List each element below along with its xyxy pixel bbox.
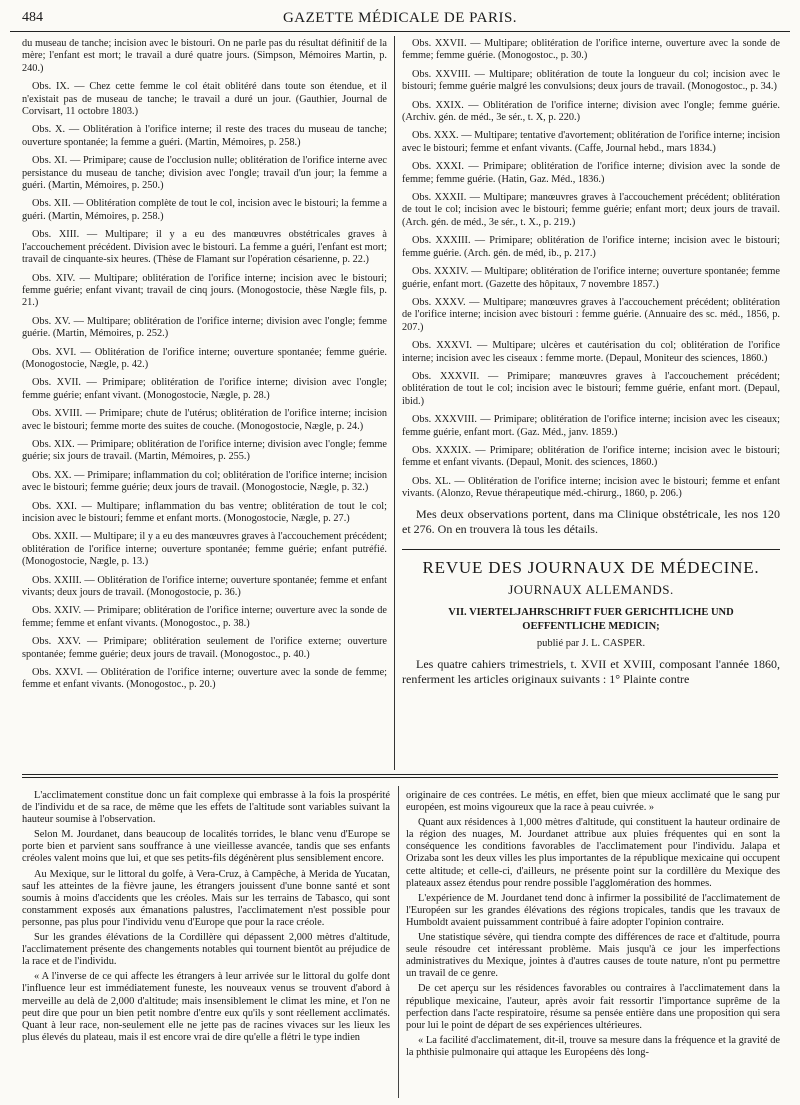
revue-title: REVUE DES JOURNAUX DE MÉDECINE. — [422, 557, 760, 577]
column-divider — [394, 36, 395, 770]
observation-paragraph: Obs. XII. — Oblitération complète de tout le col, incision avec le bistouri; la femme a guéri. (Martin, Mémoires, p. 258.) — [22, 198, 387, 222]
text-paragraph: Une statistique sévère, qui tiendra compte des différences de race et d'altitude, pourra seule résoudre cet intéressant problème. Mais jusqu'à ce jour les imperfections administratives du Mexique, jointes à d'autres causes de toute nature, n'ont pu permettre un travail de ce genre. — [406, 932, 780, 980]
observation-paragraph: Obs. XXXVII. — Primipare; manœuvres graves à l'accouchement précédent; oblitération de tout le col; incision avec le bistouri; femme guérie, enfant mort. (Depaul, ibid.) — [402, 370, 780, 407]
journal-title: GAZETTE MÉDICALE DE PARIS. — [282, 10, 518, 26]
observation-paragraph: Obs. XXVI. — Oblitération de l'orifice interne; ouverture avec la sonde de femme; femme et enfant vivants. (Monogostoc., p. 20.) — [22, 667, 387, 691]
feuilleton-divider — [22, 774, 778, 778]
observation-paragraph: Obs. XX. — Primipare; inflammation du col; oblitération de l'orifice interne; incision avec le bistouri; femme guérie; deux jours de travail. (Monogostocie, Nægle, p. 32.) — [22, 469, 387, 494]
observation-paragraph: Obs. XXXV. — Multipare; manœuvres graves à l'accouchement précédent; oblitération de l'orifice interne; incision avec bistouri : femme guérie. (Annuaire des sc. méd., 1856, p. 207.) — [402, 296, 780, 333]
observation-paragraph: Obs. XXXIX. — Primipare; oblitération de l'orifice interne; incision avec le bistouri; femme et enfant vivants. (Depaul, Monit. des sciences, 1860.) — [402, 444, 780, 469]
observation-paragraph: Obs. XI. — Primipare; cause de l'occlusion nulle; oblitération de l'orifice interne avec persistance du museau de tanche; division avec l'ongle; travail d'un jour; la femme a guéri. (Martin, Mémoires, p. 250.) — [22, 155, 387, 192]
text-paragraph: L'expérience de M. Jourdanet tend donc à infirmer la possibilité de l'acclimatement de l'Européen sur les grandes élévations des régions tropicales, tandis que les travaux de Humboldt avaient puissamment contribué à faire adopter l'opinion contraire. — [406, 892, 780, 928]
page-number: 484 — [22, 10, 43, 25]
observation-paragraph: Obs. XXXIV. — Multipare; oblitération de l'orifice interne; ouverture spontanée; femme guérie, enfant mort. (Gazette des hôpitaux, 7 novembre 1857.) — [402, 266, 780, 290]
revue-text: Les quatre cahiers trimestriels, t. XVII et XVIII, composant l'année 1860, renferment les articles originaux suivants : 1° Plainte contre — [402, 656, 780, 686]
text-paragraph: Quant aux résidences à 1,000 mètres d'altitude, qui constituent la hauteur ordinaire de la région des nuages, M. Jourdanet attribue aux pluies fréquentes qui en sont la conséquence les conditions favorables de l'acclimatement pour l'individu. Jalapa et Orizaba sont les deux villes les plus importantes de la république mexicaine qui occupent cette altitude; et celle-ci, d'ailleurs, ne présente point sur la cordillère du Mexique des plateaux assez étendus pour rendre possible l'agglomération des hommes. — [406, 817, 780, 889]
observation-paragraph: Obs. XXVII. — Multipare; oblitération de l'orifice interne, ouverture avec la sonde de femme; femme guérie. (Monogostoc., p. 30.) — [402, 38, 780, 62]
bottom-left-column — [22, 790, 390, 1047]
observation-paragraph: Obs. XXXII. — Multipare; manœuvres graves à l'accouchement précédent; oblitération de tout le col; incision avec le bistouri; femme guérie; enfant mort; deux jours de travail. (Arch. gén. de méd., 3e sér., t. X., p. 219.) — [402, 192, 780, 228]
text-paragraph: « La facilité d'acclimatement, dit-il, trouve sa mesure dans la fréquence et la gravité de la phthisie pulmonaire qui attaque les Européens dès long- — [406, 1034, 780, 1058]
observation-paragraph: Obs. XV. — Multipare; oblitération de l'orifice interne; division avec l'ongle; femme guérie. (Martin, Mémoires, p. 252.) — [22, 315, 387, 340]
revue-editor: publié par J. L. CASPER. — [536, 638, 646, 650]
observation-paragraph: Obs. XXXVI. — Multipare; ulcères et cautérisation du col; oblitération de l'orifice interne; incision avec les ciseaux : femme morte. (Depaul, Moniteur des sciences, 1860.) — [402, 340, 780, 364]
right-observations — [402, 38, 780, 501]
observation-paragraph: Obs. XXXVIII. — Primipare; oblitération de l'orifice interne; incision avec les ciseaux; femme guérie, enfant mort. (Gaz. Méd., janv. 1859.) — [402, 414, 780, 438]
observation-paragraph: Obs. XXV. — Primipare; oblitération seulement de l'orifice externe; ouverture spontanée; femme guérie; deux jours de travail. (Monogostoc., p. 40.) — [22, 636, 387, 660]
section-divider — [402, 549, 780, 550]
observation-paragraph: Obs. XXX. — Multipare; tentative d'avortement; oblitération de l'orifice interne; incision avec le bistouri; femme et enfant vivants. (Caffe, Journal hebd., mars 1834.) — [402, 130, 781, 154]
text-paragraph: De cet aperçu sur les résidences favorables ou contraires à l'acclimatement dans la république mexicaine, l'auteur, après avoir fait ressortir l'importance suprême de la perfection dans l'acte respiratoire, résume sa pensée entière dans une proposition qui sera pour lui le point de départ de ses expériences ultérieures. — [406, 983, 780, 1031]
observation-paragraph: Obs. XVI. — Oblitération de l'orifice interne; ouverture spontanée; femme guérie. (Monogostocie, Nægle, p. 42.) — [22, 346, 387, 370]
observation-paragraph: Obs. XVIII. — Primipare; chute de l'utérus; oblitération de l'orifice interne; incision avec le bistouri; femme morte des suites de couche. (Monogostocie, Nægle, p. 24.) — [22, 408, 387, 432]
revue-section-heading-line2: OEFFENTLICHE MEDICIN; — [522, 621, 660, 633]
observation-paragraph: Obs. XL. — Oblitération de l'orifice interne; incision avec le bistouri; femme et enfant vivants. (Alonzo, Revue thérapeutique méd.-chirurg., 1860, p. 206.) — [402, 475, 780, 500]
observation-paragraph: Obs. IX. — Chez cette femme le col était oblitéré dans toute son étendue, et il n'existait pas de museau de tanche; le travail a duré un jour. (Gauthier, Journal de Corvisart, 11 octobre 1803.) — [22, 81, 387, 118]
observation-paragraph: Obs. XVII. — Primipare; oblitération de l'orifice interne; division avec l'ongle; femme guérie; enfant vivant. (Monogostocie, Nægle, p. 28.) — [22, 377, 387, 401]
observation-paragraph: Obs. X. — Oblitération à l'orifice interne; il reste des traces du museau de tanche; ouverture spontanée; la femme a guéri. (Martin, Mémoires, p. 258.) — [22, 124, 387, 148]
observation-paragraph: Obs. XXVIII. — Multipare; oblitération de toute la longueur du col; incision avec le bistouri; femme guérie malgré les convulsions; deux jours de travail. (Monogostoc., p. 34.) — [402, 68, 780, 93]
revue-subtitle: JOURNAUX ALLEMANDS. — [508, 582, 674, 597]
observation-paragraph: Obs. XIII. — Multipare; il y a eu des manœuvres obstétricales graves à l'accouchement précédent. Division avec le bistouri. La femme a guéri, l'enfant est mort; travail de cinquante-six heures. (Thèse de Flamant sur l'opération césarienne, p. 22.) — [22, 229, 387, 266]
text-paragraph: Selon M. Jourdanet, dans beaucoup de localités torrides, le blanc venu d'Europe se porte bien et parvient sans souffrance à une vieillesse avancée, tandis que ses enfants créoles valent moins que lui, et que ses petits-fils dégénèrent plus sensiblement encore. — [22, 829, 390, 865]
text-paragraph: Sur les grandes élévations de la Cordillère qui dépassent 2,000 mètres d'altitude, l'acclimatement présente des changements notables qui tournent bientôt au préjudice de la race et de l'individu. — [22, 932, 390, 968]
text-paragraph: Au Mexique, sur le littoral du golfe, à Vera-Cruz, à Campêche, à Merida de Yucatan, sauf les atteintes de la fièvre jaune, les étrangers jouissent d'une bonne santé et sont soumis à moins d'accidents que les créoles. Mais sur les terrains de Tabasco, qui sont constamment exposés aux émanations palustres, l'acclimatement n'est possible pour personne, pas plus pour l'individu venu d'Europe que pour la race créole. — [22, 868, 390, 928]
bottom-column-divider — [398, 786, 399, 1098]
observation-paragraph: Obs. XXXI. — Primipare; oblitération de l'orifice interne; division avec la sonde de femme; femme guérie. (Hatin, Gaz. Méd., 1836.) — [402, 161, 780, 185]
text-paragraph: originaire de ces contrées. Le métis, en effet, bien que mieux acclimaté que le sang pur européen, est moins vigoureux que la race à peau cuivrée. » — [406, 790, 780, 814]
text-paragraph: L'acclimatement constitue donc un fait complexe qui embrasse à la fois la prospérité de l'individu et de sa race, de même que les effets de l'altitude sont variables suivant la hauteur soumise à l'observation. — [22, 790, 390, 826]
observation-paragraph: Obs. XIX. — Primipare; oblitération de l'orifice interne; division avec l'ongle; femme guérie; six jours de travail. (Martin, Mémoires, p. 255.) — [22, 438, 387, 463]
observation-paragraph: Obs. XXXIII. — Primipare; oblitération de l'orifice interne; incision avec le bistouri; femme guérie. (Arch. gén. de méd, ib., p. 217.) — [402, 235, 780, 259]
observation-paragraph: Obs. XIV. — Multipare; oblitération de l'orifice interne; incision avec le bistouri; femme guérie; enfant vivant; travail de cinq jours. (Monogostocie, thèse Nægle fils, p. 21.) — [22, 272, 387, 309]
left-column — [22, 38, 387, 698]
right-column — [402, 38, 780, 687]
observation-paragraph: Obs. XXIII. — Oblitération de l'orifice interne; ouverture spontanée; femme et enfant vivants; deux jours de travail. (Monogostocie, p. 36.) — [22, 574, 387, 599]
text-paragraph: « A l'inverse de ce qui affecte les étrangers à leur arrivée sur le littoral du golfe dont l'influence leur est immédiatement funeste, les nouveaux venus se trouvent d'abord à merveille au delà de 2,000 d'altitude; mais insensiblement le climat les mine, et l'on ne peut dire que pour un bien petit nombre d'entre eux qu'ils y sont réellement acclimatés. Quant à leur race, non-seulement elle ne jette pas de racines vivaces sur les lieux les plus élevés du plateau, mais il est encore vrai de dire qu'elle a flétri le type indien — [22, 971, 390, 1043]
bottom-right-column — [406, 790, 780, 1062]
revue-section-heading-line1: VII. VIERTELJAHRSCHRIFT FUER GERICHTLICHE UND — [448, 607, 734, 619]
conclusion-paragraph: Mes deux observations portent, dans ma Clinique obstétricale, les nos 120 et 276. On en trouvera là tous les détails. — [402, 506, 780, 536]
observation-paragraph: Obs. XXII. — Multipare; il y a eu des manœuvres graves à l'accouchement précédent; oblitération de l'orifice interne; ouverture spontanée; femme guérie; enfant putréfié. (Monogostocie, Nægle, p. 13.) — [22, 531, 387, 568]
observation-paragraph: Obs. XXI. — Multipare; inflammation du bas ventre; oblitération de tout le col; incision avec le bistouri; femme et enfant morts. (Monogostocie, Nægle, p. 27.) — [22, 500, 387, 524]
observation-paragraph: Obs. XXIV. — Primipare; oblitération de l'orifice interne; ouverture avec la sonde de femme; femme et enfant vivants. (Monogostoc., p. 38.) — [22, 605, 387, 629]
observation-paragraph: du museau de tanche; incision avec le bistouri. On ne parle pas du résultat définitif de la mère; l'enfant est mort; le travail a duré quatre jours. (Simpson, Mémoires Martin, p. 240.) — [22, 38, 387, 74]
observation-paragraph: Obs. XXIX. — Oblitération de l'orifice interne; division avec l'ongle; femme guérie. (Archiv. gén. de méd., 3e sér., t. X, p. 220.) — [402, 99, 780, 124]
